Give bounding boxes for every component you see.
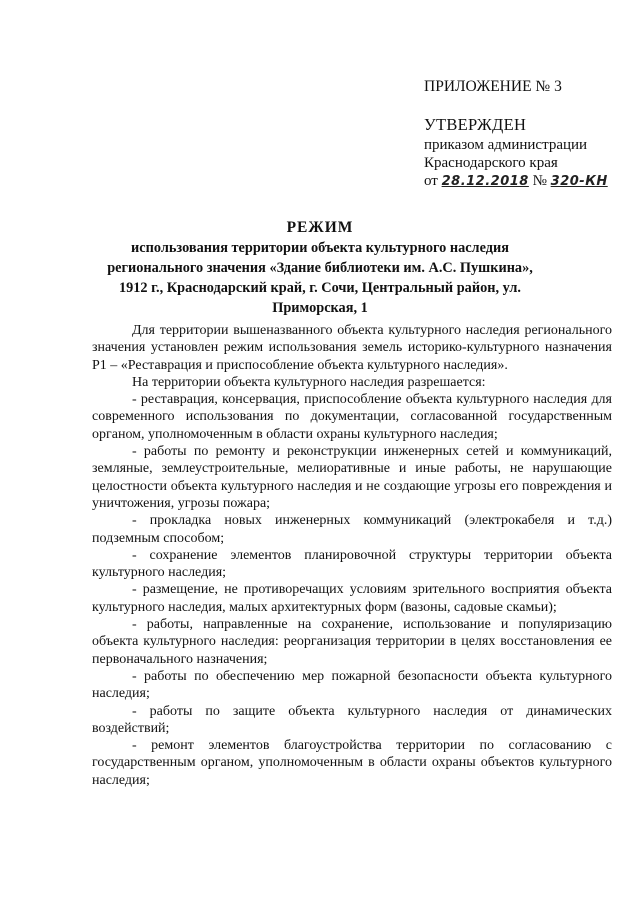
document-title: РЕЖИМ	[286, 219, 354, 236]
appendix-label: ПРИЛОЖЕНИЕ № 3	[424, 78, 562, 95]
order-line-1: приказом администрации	[424, 137, 588, 153]
order-date: 28.12.2018	[441, 174, 529, 189]
list-item: - реставрация, консервация, приспособление объекта культурного наследия для современного использования по документации, согласованной государственным органом, уполномоченным в области охраны культурного наследия;	[92, 392, 612, 442]
list-item: - ремонт элементов благоустройства территории по согласованию с государственным органом, уполномоченным в области охраны объектов культурного наследия;	[92, 738, 612, 788]
approved-label: УТВЕРЖДЕН	[424, 115, 527, 134]
list-item: - работы по ремонту и реконструкции инженерных сетей и коммуникаций, земляные, землеустроительные, мелиоративные и иные работы, не нарушающие целостности объекта культурного наследия и не создающие угрозы его повреждения и уничтожения, угрозы пожара;	[92, 444, 612, 511]
order-line-2: Краснодарского края	[424, 155, 558, 171]
list-item: - работы по защите объекта культурного наследия от динамических воздействий;	[92, 703, 612, 736]
paragraph-intro: Для территории вышеназванного объекта культурного наследия регионального значения установлен режим использования земель историко-культурного назначения Р1 – «Реставрация и приспособление объекта культурного наследия».	[92, 323, 612, 373]
document-body	[92, 322, 612, 789]
document-subtitle: использования территории объекта культурного наследия регионального значения «Здание библиотеки им. А.С. Пушкина», 1912 г., Краснодарский край, г. Сочи, Центральный район, ул. Приморская, 1	[107, 240, 533, 316]
order-date-prefix: от	[424, 173, 438, 189]
order-number: 320-КН	[550, 174, 608, 189]
order-number-prefix: №	[532, 173, 547, 189]
list-item: - прокладка новых инженерных коммуникаций (электрокабеля и т.д.) подземным способом;	[92, 513, 612, 546]
list-item: - сохранение элементов планировочной структуры территории объекта культурного наследия;	[92, 547, 612, 581]
list-item: - работы, направленные на сохранение, использование и популяризацию объекта культурного наследия: реорганизация территории в целях восстановления ее первоначального назначения;	[92, 617, 612, 667]
list-item: - размещение, не противоречащих условиям зрительного восприятия объекта культурного наследия, малых архитектурных форм (вазоны, садовые скамьи);	[92, 582, 612, 615]
paragraph-allowed-heading: На территории объекта культурного наследия разрешается:	[132, 374, 486, 390]
order-date-line	[424, 172, 608, 191]
list-item: - работы по обеспечению мер пожарной безопасности объекта культурного наследия;	[92, 668, 612, 702]
